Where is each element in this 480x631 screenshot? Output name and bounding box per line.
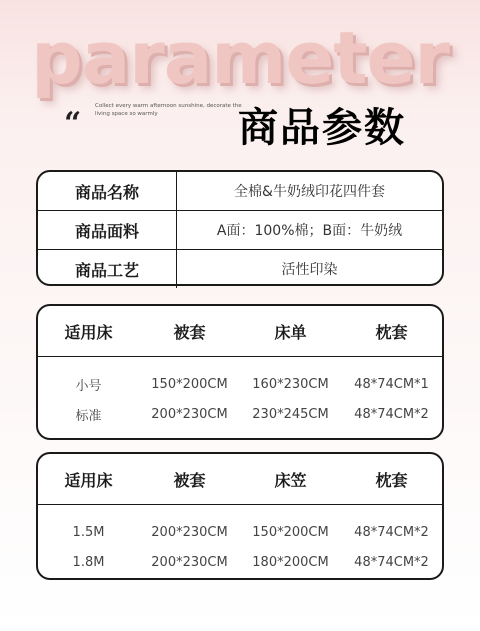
header-cell: 被套 bbox=[173, 470, 206, 490]
info-label: 商品工艺 bbox=[38, 250, 177, 288]
table-cell: 48*74CM*2 bbox=[354, 524, 429, 540]
table-cell: 200*230CM bbox=[151, 554, 228, 570]
header-cell: 床单 bbox=[274, 322, 307, 342]
info-value: A面：100%棉；B面：牛奶绒 bbox=[216, 223, 403, 239]
header-cell: 适用床 bbox=[64, 470, 113, 490]
info-value: 全棉&牛奶绒印花四件套 bbox=[234, 184, 385, 200]
table-cell: 150*200CM bbox=[252, 524, 329, 540]
table-cell: 150*200CM bbox=[151, 376, 228, 392]
table-cell: 小号 bbox=[75, 378, 102, 394]
header-cell: 枕套 bbox=[375, 322, 408, 342]
size-table-2 bbox=[36, 452, 444, 580]
table-cell: 48*74CM*2 bbox=[354, 554, 429, 570]
table-cell: 180*200CM bbox=[252, 554, 329, 570]
page-title: 商品参数 bbox=[238, 105, 406, 151]
table-cell: 200*230CM bbox=[151, 406, 228, 422]
product-info-table bbox=[36, 170, 444, 286]
table-cell: 48*74CM*1 bbox=[354, 376, 429, 392]
table-row bbox=[38, 399, 442, 429]
info-label: 商品面料 bbox=[38, 211, 177, 249]
header-cell: 被套 bbox=[173, 322, 206, 342]
tagline: Collect every warm afternoon sunshine, decorate the living space so warmly bbox=[95, 103, 242, 117]
watermark-heading: parameter bbox=[31, 16, 449, 100]
quote-icon: “ bbox=[64, 106, 82, 141]
table-cell: 1.8M bbox=[72, 554, 105, 570]
table-cell: 230*245CM bbox=[252, 406, 329, 422]
table-row bbox=[38, 547, 442, 577]
table-cell: 48*74CM*2 bbox=[354, 406, 429, 422]
size-table-header bbox=[38, 454, 442, 505]
info-row-process bbox=[38, 250, 442, 288]
table-cell: 标准 bbox=[75, 408, 102, 424]
info-label: 商品名称 bbox=[38, 172, 177, 210]
info-value: 活性印染 bbox=[281, 262, 338, 278]
table-row bbox=[38, 369, 442, 399]
table-row bbox=[38, 517, 442, 547]
table-cell: 200*230CM bbox=[151, 524, 228, 540]
table-cell: 1.5M bbox=[72, 524, 105, 540]
info-row-name bbox=[38, 172, 442, 211]
header-cell: 适用床 bbox=[64, 322, 113, 342]
size-table-header bbox=[38, 306, 442, 357]
size-table-1 bbox=[36, 304, 444, 440]
info-row-fabric bbox=[38, 211, 442, 250]
header-cell: 枕套 bbox=[375, 470, 408, 490]
table-cell: 160*230CM bbox=[252, 376, 329, 392]
header-cell: 床笠 bbox=[274, 470, 307, 490]
